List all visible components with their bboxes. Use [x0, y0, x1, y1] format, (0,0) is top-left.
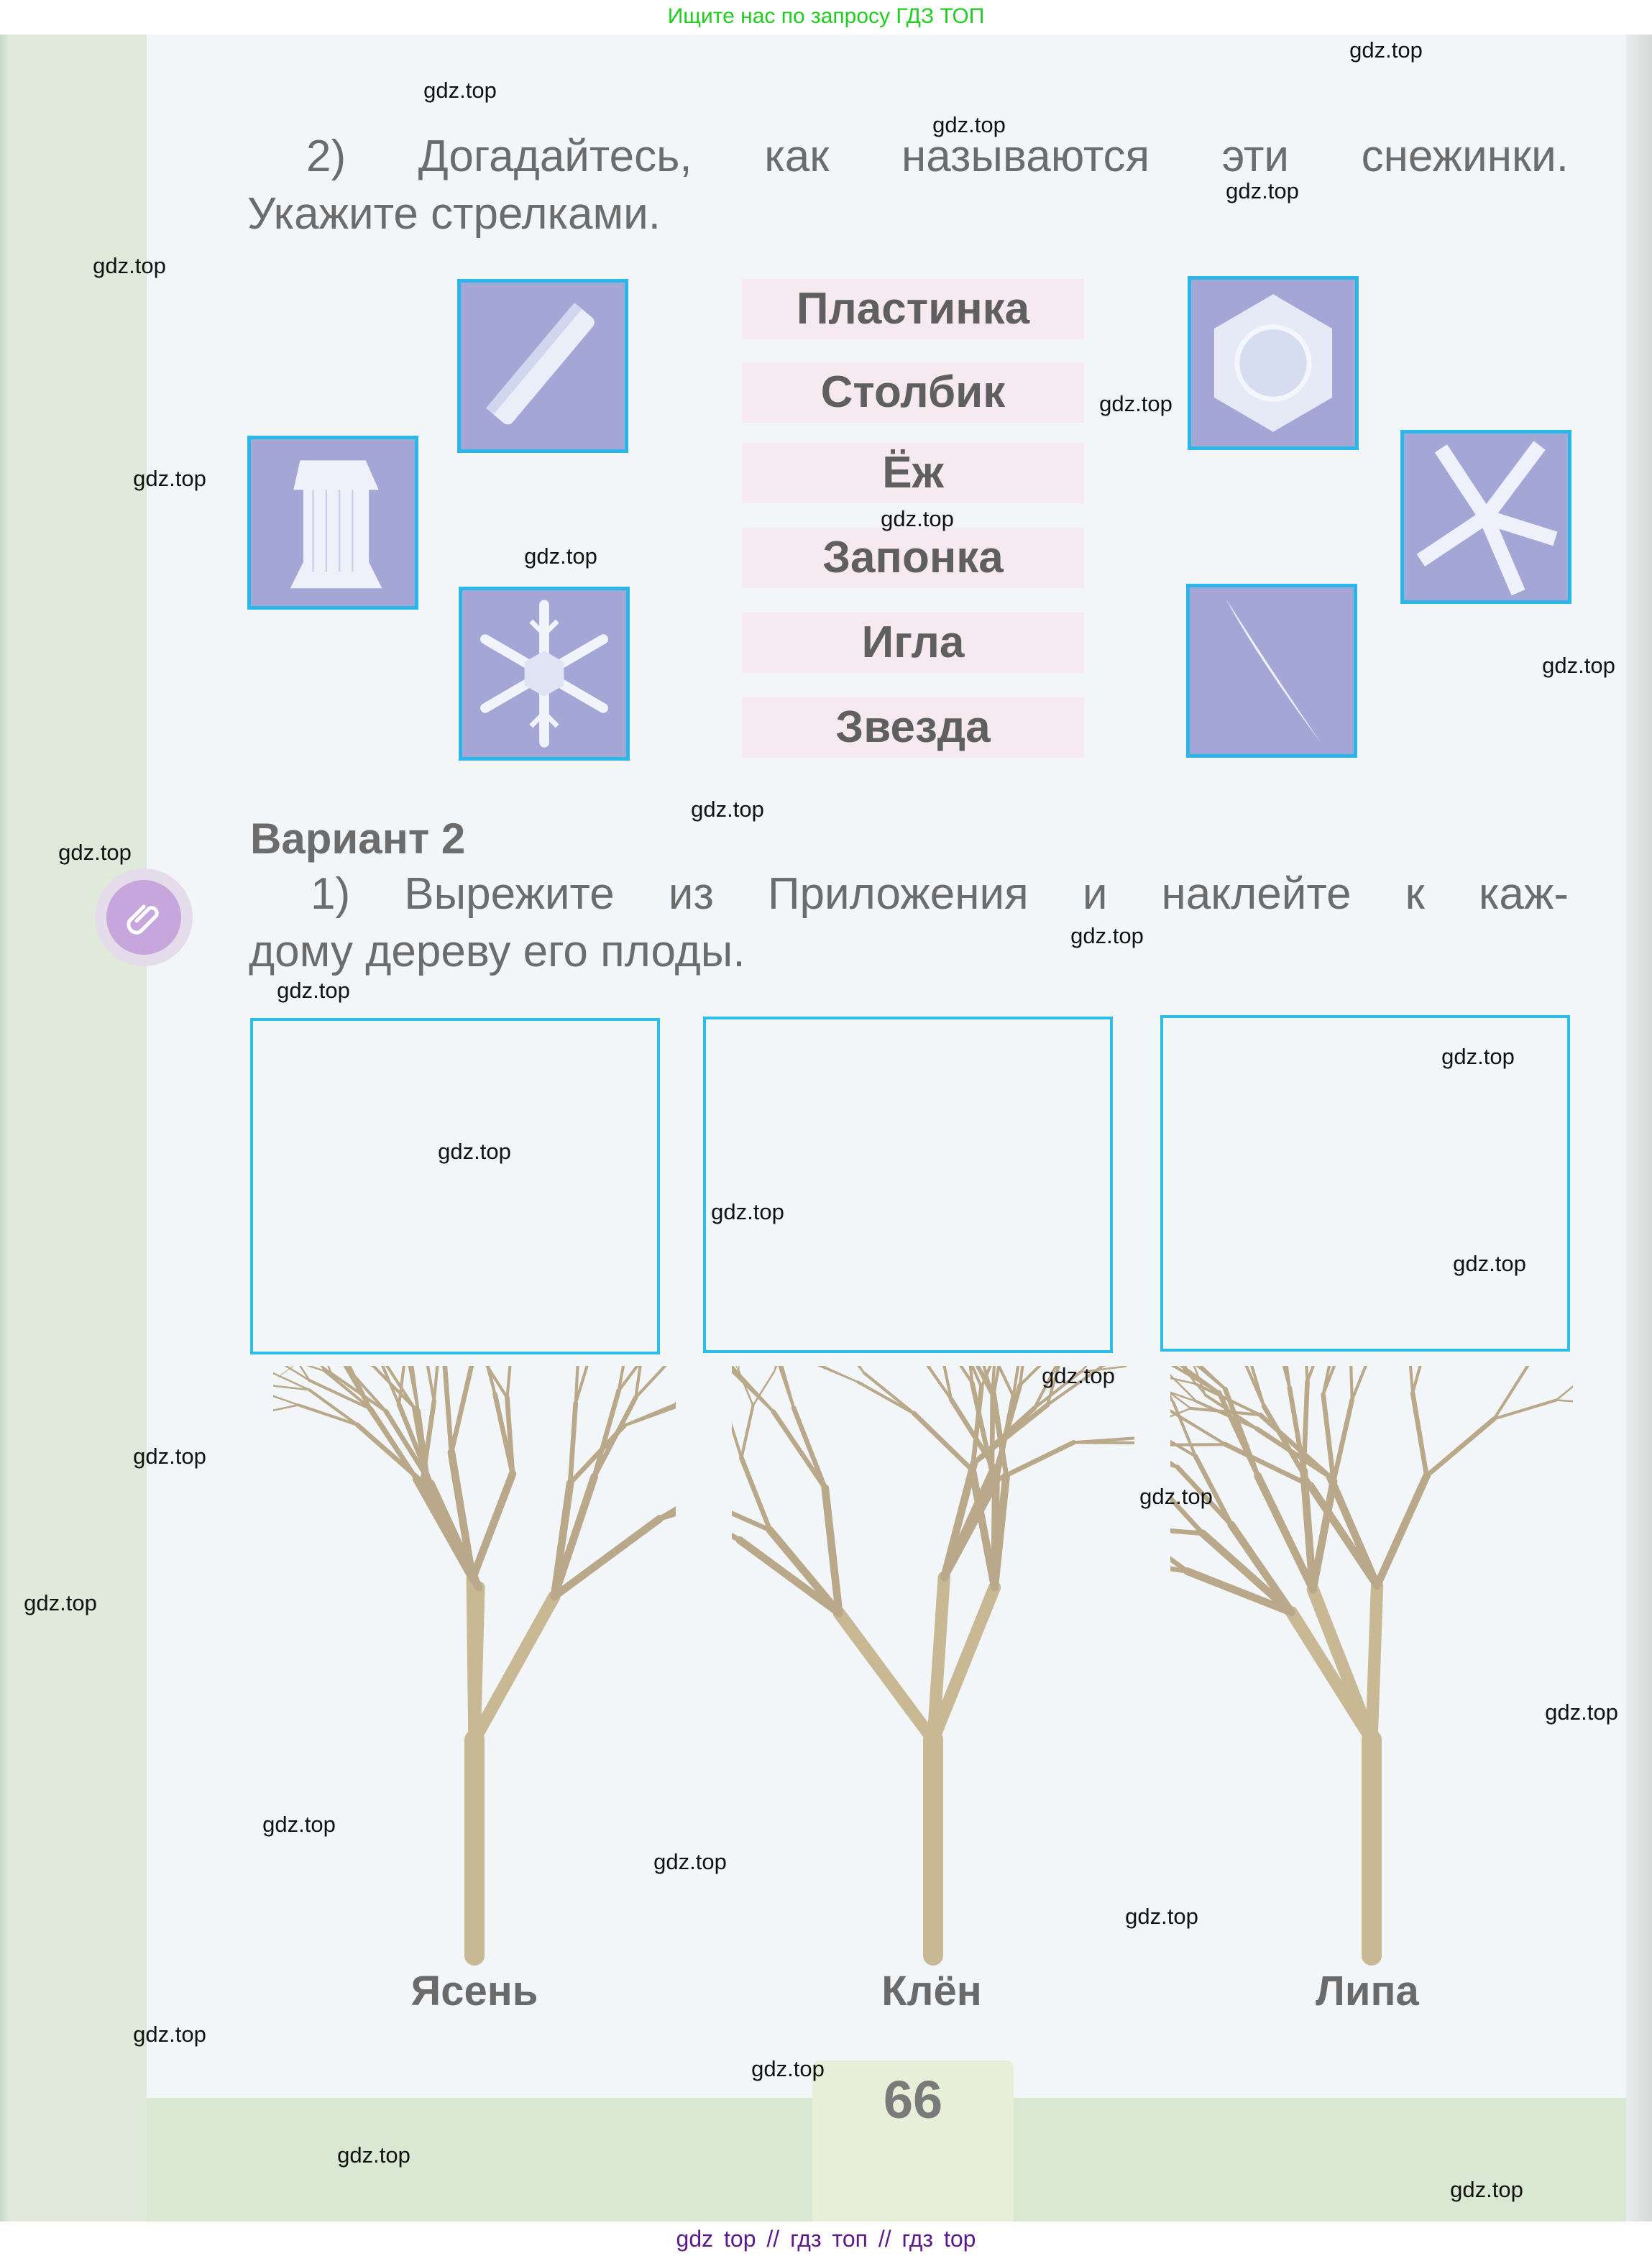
watermark: gdz.top [1441, 1044, 1515, 1069]
page-number: 66 [883, 2070, 943, 2129]
task2-line1: 2) Догадайтесь, как называются эти снежинки. [306, 132, 1569, 181]
watermark: gdz.top [337, 2142, 410, 2168]
footer-links: gdz top // гдз топ // гдз top [0, 2221, 1652, 2256]
watermark: gdz.top [1349, 37, 1423, 63]
task2-line2: Укажите стрелками. [247, 189, 661, 239]
watermark: gdz.top [1070, 923, 1144, 948]
linden-tree-image [1170, 1366, 1573, 1970]
watermark: gdz.top [24, 1590, 97, 1615]
label-zvezda: Звезда [742, 697, 1084, 758]
page-number-tab [812, 2060, 1014, 2221]
watermark: gdz.top [524, 544, 597, 569]
watermark: gdz.top [423, 78, 497, 103]
watermark: gdz.top [1453, 1251, 1526, 1276]
paperclip-icon [95, 868, 193, 966]
left-margin [0, 35, 147, 2221]
watermark: gdz.top [751, 2056, 825, 2081]
watermark: gdz.top [1042, 1363, 1115, 1388]
variant-line1: 1) Вырежите из Приложения и наклейте к каж- [311, 869, 1569, 919]
watermark: gdz.top [653, 1849, 727, 1874]
page-edge [1626, 35, 1652, 2221]
watermark: gdz.top [277, 978, 350, 1003]
variant-line2: дому дереву его плоды. [249, 927, 745, 976]
watermark: gdz.top [1099, 391, 1173, 416]
watermark: gdz.top [1139, 1484, 1213, 1509]
snowflake-star-image [459, 587, 630, 761]
watermark: gdz.top [438, 1139, 511, 1164]
snowflake-hedgehog-image [1400, 430, 1571, 604]
watermark: gdz.top [58, 840, 132, 865]
label-ezh: Ёж [742, 443, 1084, 503]
watermark: gdz.top [1450, 2177, 1523, 2202]
tree-name-ash: Ясень [410, 1968, 538, 2014]
watermark: gdz.top [1125, 1904, 1198, 1929]
watermark: gdz.top [93, 253, 166, 278]
sticker-frame-maple[interactable] [703, 1017, 1113, 1353]
sticker-frame-ash[interactable] [250, 1018, 660, 1354]
watermark: gdz.top [691, 797, 764, 822]
watermark: gdz.top [1545, 1700, 1618, 1725]
ash-tree-image [273, 1366, 676, 1970]
watermark: gdz.top [711, 1199, 784, 1224]
watermark: gdz.top [1542, 653, 1615, 678]
search-banner: Ищите нас по запросу ГДЗ ТОП [0, 0, 1652, 35]
label-plastinka: Пластинка [742, 279, 1084, 339]
watermark: gdz.top [881, 506, 954, 531]
snowflake-needle-image [1186, 584, 1357, 758]
snowflake-column-image [457, 279, 628, 453]
tree-name-maple: Клён [881, 1968, 982, 2014]
variant-title: Вариант 2 [250, 815, 466, 863]
maple-tree-image [732, 1366, 1134, 1970]
watermark: gdz.top [932, 112, 1006, 137]
label-igla: Игла [742, 613, 1084, 673]
snowflake-cufflink-image [247, 436, 418, 610]
watermark: gdz.top [133, 1444, 206, 1469]
label-stolbik: Столбик [742, 362, 1084, 423]
label-zaponka: Запонка [742, 528, 1084, 588]
watermark: gdz.top [1226, 178, 1299, 203]
watermark: gdz.top [133, 2022, 206, 2047]
watermark: gdz.top [262, 1812, 336, 1837]
snowflake-plate-image [1188, 276, 1359, 450]
watermark: gdz.top [133, 466, 206, 491]
tree-name-linden: Липа [1316, 1968, 1419, 2014]
